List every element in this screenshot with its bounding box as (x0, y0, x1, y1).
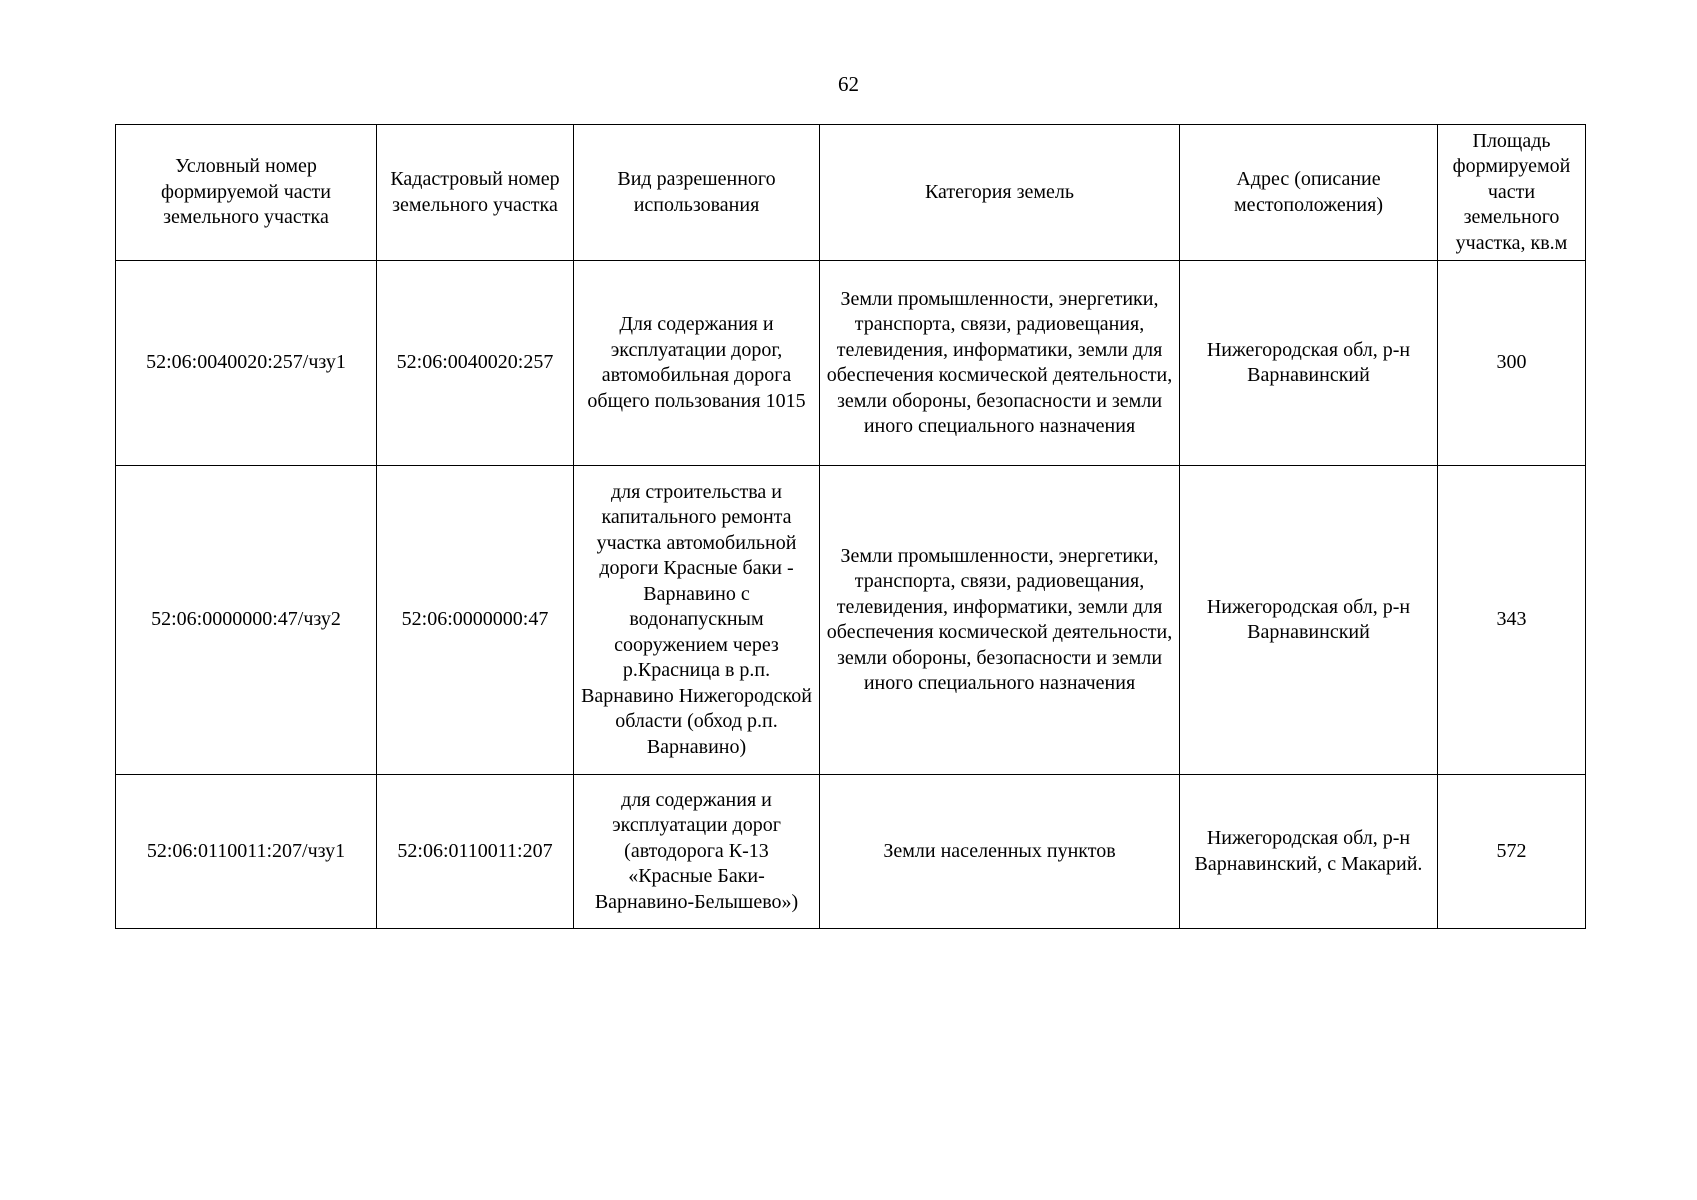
cell-permitted-use: для содержания и эксплуатации дорог (автодорога К-13 «Красные Баки-Варнавино-Белышево») (574, 775, 820, 929)
cell-conditional-number: 52:06:0040020:257/чзу1 (116, 261, 377, 466)
cell-area: 343 (1438, 466, 1586, 775)
table-row (116, 775, 1586, 929)
cell-area: 300 (1438, 261, 1586, 466)
table-row (116, 466, 1586, 775)
cell-cadastral-number: 52:06:0000000:47 (377, 466, 574, 775)
table-row (116, 261, 1586, 466)
cell-cadastral-number: 52:06:0040020:257 (377, 261, 574, 466)
land-plots-table (115, 124, 1586, 929)
cell-area: 572 (1438, 775, 1586, 929)
header-land-category: Категория земель (820, 125, 1180, 261)
header-area: Площадь формируемой части земельного участка, кв.м (1438, 125, 1586, 261)
header-address: Адрес (описание местоположения) (1180, 125, 1438, 261)
cell-address: Нижегородская обл, р-н Варнавинский, с Макарий. (1180, 775, 1438, 929)
cell-land-category: Земли промышленности, энергетики, транспорта, связи, радиовещания, телевидения, информатики, земли для обеспечения космической деятельности, земли обороны, безопасности и земли иного специального назначения (820, 466, 1180, 775)
header-conditional-number: Условный номер формируемой части земельного участка (116, 125, 377, 261)
cell-address: Нижегородская обл, р-н Варнавинский (1180, 261, 1438, 466)
table-header-row (116, 125, 1586, 261)
cell-conditional-number: 52:06:0000000:47/чзу2 (116, 466, 377, 775)
cell-address: Нижегородская обл, р-н Варнавинский (1180, 466, 1438, 775)
cell-permitted-use: для строительства и капитального ремонта участка автомобильной дороги Красные баки - Варнавино с водонапускным сооружением через р.Красница в р.п. Варнавино Нижегородской области (обход р.п. Варнавино) (574, 466, 820, 775)
cell-land-category: Земли промышленности, энергетики, транспорта, связи, радиовещания, телевидения, информатики, земли для обеспечения космической деятельности, земли обороны, безопасности и земли иного специального назначения (820, 261, 1180, 466)
page-number: 62 (838, 72, 859, 96)
cell-land-category: Земли населенных пунктов (820, 775, 1180, 929)
cell-permitted-use: Для содержания и эксплуатации дорог, автомобильная дорога общего пользования 1015 (574, 261, 820, 466)
header-cadastral-number: Кадастровый номер земельного участка (377, 125, 574, 261)
cell-conditional-number: 52:06:0110011:207/чзу1 (116, 775, 377, 929)
header-permitted-use: Вид разрешенного использования (574, 125, 820, 261)
cell-cadastral-number: 52:06:0110011:207 (377, 775, 574, 929)
